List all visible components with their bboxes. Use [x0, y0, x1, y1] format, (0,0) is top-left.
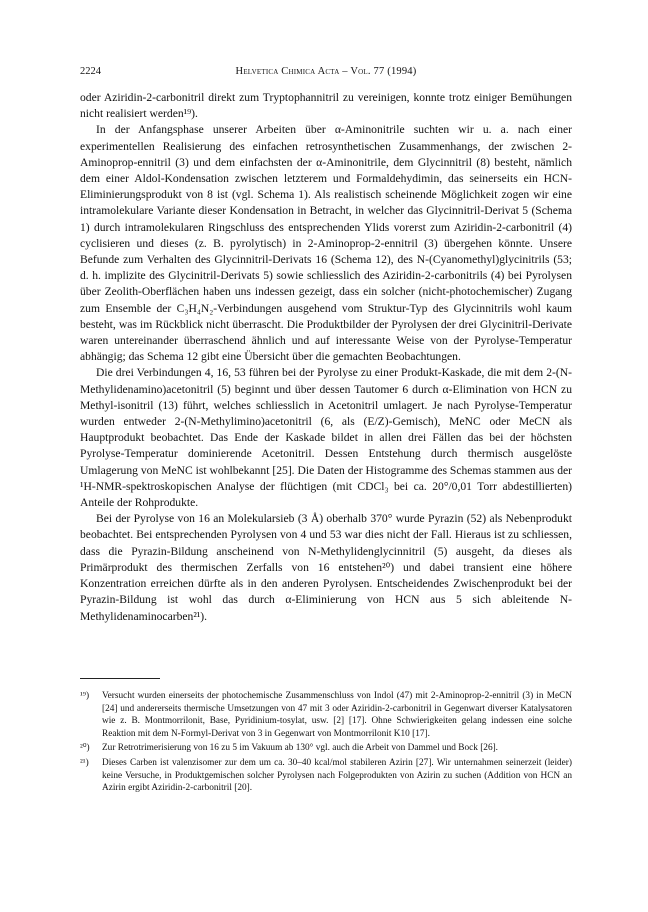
paragraph: oder Aziridin-2-carbonitril direkt zum Tryptophannitril zu vereinigen, konnte trotz einiger Bemühungen nicht realisiert werden¹⁹).: [80, 91, 572, 121]
paragraph: Bei der Pyrolyse von 16 an Molekularsieb (3 Å) oberhalb 370° wurde Pyrazin (52) als Nebenprodukt beobachtet. Bei entsprechenden Pyrolysen von 4 und 53 war dies nicht der Fall. Hieraus ist zu schliessen, dass die Pyrazin-Bildung anscheinend von N-Methylidenglycinnitril (5) ausgeht, da dieses als Primärprodukt des thermischen Zerfalls von 16 entstehen²⁰) und dabei transient eine höhere Konzentration erreichen dürfte als in den anderen Pyrolysen. Entscheidendes Zwischenprodukt bei der Pyrazin-Bildung ist wohl das durch α-Eliminierung von HCN aus 5 sich ableitende N-Methylidenaminocarben²¹).: [80, 512, 572, 623]
footnote-text: Dieses Carben ist valenzisomer zur dem um ca. 30–40 kcal/mol stabileren Azirin [27]. Wir unternahmen seinerzeit (leider) keine Versuche, in Produktgemischen solcher Pyrolysen nach Folgeprodukten von Azirin zu suchen (Addition von HCN an Azirin ergibt Aziridin-2-carbonitril [20].: [102, 757, 572, 794]
footnote-rule: [80, 678, 160, 679]
footnote-text: Versucht wurden einerseits der photochemische Zusammenschluss von Indol (47) mit 2-Aminoprop-2-ennitril (3) in MeCN [24] und andererseits thermische Umsetzungen von 47 mit 3 oder Aziridin-2-carbonitril in Gegenwart diverser Katalysatoren wie z. B. Montmorrilonit, Base, Pyridinium-tosylat, usw. [2] [17]. Ohne Schwierigkeiten gelang indessen eine solche Reaktion mit dem N-Formyl-Derivat von 3 in Gegenwart von Montmorrilonit K10 [17].: [102, 691, 572, 739]
footnote: [80, 690, 572, 740]
footnote-mark: ²¹): [80, 757, 89, 768]
footnote: [80, 757, 572, 795]
footnotes: [80, 690, 572, 797]
paragraph: Die drei Verbindungen 4, 16, 53 führen bei der Pyrolyse zu einer Produkt-Kaskade, die mit dem 2-(N-Methylidenamino)acetonitril (5) beginnt und über dessen Tautomer 6 durch α-Elimination von HCN zu Methyl-isonitril (13) führt, welches schliesslich in Acetonitril umlagert. Je nach Pyrolyse-Temperatur wurden entweder 2-(N-Methylimino)acetonitril (6, als (E/Z)-Gemisch), MeNC oder MeCN als Hauptprodukt beobachtet. Das Ende der Kaskade bildet in allen drei Fällen das bei der höchsten Pyrolyse-Temperatur dominierende Acetonitril. Dessen Entstehung durch thermisch ausgelöste Umlagerung von MeNC ist wohlbekannt [25]. Die Daten der Histogramme des Schemas stammen aus der ¹H-NMR-spektroskopischen Analyse der flüchtigen (mit CDCl₃ bei ca. 20°/0,01 Torr abdestillierten) Anteile der Rohprodukte.: [80, 366, 572, 510]
running-head: Helvetica Chimica Acta – Vol. 77 (1994): [235, 66, 417, 77]
paragraph: In der Anfangsphase unserer Arbeiten über α-Aminonitrile suchten wir u. a. nach einer experimentellen Realisierung des einfachen retrosynthetischen Zusammenhangs, der zwischen 2-Aminoprop-ennitril (3) und dem einfachsten der α-Aminonitrile, dem Glycinnitril (8) besteht, nämlich dem einer Aldol-Kondensation zwischen letzterem und Formaldehydimin, das seinerseits ein HCN-Eliminierungsprodukt von 8 ist (vgl. Schema 1). Als realistisch scheinende Möglichkeit zogen wir eine intramolekulare Variante dieser Kondensation in Betracht, in welcher das Glycinnitril-Derivat 5 (Schema 1) durch intramolekularen Ringschluss des entsprechenden Ylids vorerst zum Aziridin-2-carbonitril (4) cyclisieren und dieses (z. B. pyrolytisch) in 2-Aminoprop-2-ennitril (3) übergehen könnte. Unsere Befunde zum Verhalten des Glycinnitril-Derivats 16 (Schema 12), des N-(Cyanomethyl)glycinitrils (53; d. h. implizite des Glycinitril-Derivats 5) sowie schliesslich des Aziridin-2-carbonitrils (4) bei Pyrolysen über Zeolith-Oberflächen haben uns indessen gezeigt, dass ein solcher (nicht-photochemischer) Zugang zum Ensemble der C₃H₄N₂-Verbindungen ausgehend vom Struktur-Typ des Glycinnitrils wohl kaum besteht, was im Rückblick nicht überrascht. Die Produktbilder der Pyrolysen der drei Glycinitril-Derivate waren untereinander überraschend ähnlich und auf interessante Weise von der Pyrolyse-Temperatur abhängig; das Schema 12 gibt eine Übersicht über die gemachten Beobachtungen.: [80, 123, 572, 364]
footnote: [80, 742, 572, 755]
footnote-mark: ²⁰): [80, 743, 90, 754]
body-text: [80, 90, 572, 625]
footnote-text: Zur Retrotrimerisierung von 16 zu 5 im Vakuum ab 130° vgl. auch die Arbeit von Dammel und Bock [26].: [102, 743, 499, 754]
footnote-mark: ¹⁹): [80, 691, 90, 701]
page-number: 2224: [80, 66, 101, 77]
page-header: [80, 66, 572, 80]
